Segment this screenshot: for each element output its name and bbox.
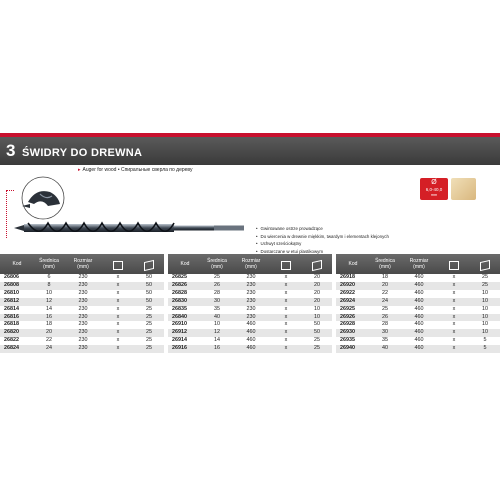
table-cell: x — [116, 321, 120, 328]
table-cell: 16 — [34, 314, 64, 322]
box-icon — [449, 261, 459, 270]
table-cell: 10 — [314, 305, 320, 312]
table-cell: 460 — [246, 321, 256, 328]
diameter-icon: Ø — [431, 179, 437, 186]
table-cell: x — [452, 337, 456, 344]
table-cell: x — [284, 289, 288, 296]
col-srednica: Średnica (mm) — [202, 254, 232, 274]
feature-item: • Dostarczane w etui plastikowym — [256, 248, 389, 256]
feature-list — [256, 225, 389, 255]
table-cell: 50 — [146, 274, 152, 280]
table-row — [168, 337, 332, 345]
table-cell: 24 — [34, 345, 64, 353]
table-cell: x — [116, 289, 120, 296]
table-cell: x — [438, 345, 470, 353]
table-cell: 22 — [382, 289, 388, 296]
table-cell: x — [438, 298, 470, 306]
table-row — [336, 337, 500, 345]
table-cell: 26816 — [0, 314, 34, 322]
table-cell: 35 — [382, 337, 388, 344]
table-cell: 460 — [400, 314, 438, 322]
table-cell: 25 — [214, 274, 220, 280]
carton-icon — [312, 259, 322, 270]
table-row — [336, 298, 500, 306]
box-icon — [281, 261, 291, 270]
table-cell: 26912 — [168, 329, 202, 337]
table-cell: 10 — [470, 298, 500, 306]
table-cell: 26818 — [4, 321, 19, 328]
col-carton — [134, 254, 164, 274]
table-cell: 26940 — [336, 345, 370, 353]
table-row — [0, 329, 164, 337]
table-cell: x — [284, 305, 288, 312]
table-row — [168, 306, 332, 314]
carton-icon — [144, 259, 154, 270]
carton-icon — [480, 259, 490, 270]
wood-material-icon — [451, 178, 476, 200]
table-cell: 10 — [470, 329, 500, 337]
table-row — [336, 274, 500, 282]
table-cell: x — [284, 337, 288, 344]
table-cell: x — [284, 274, 288, 280]
table-cell: 18 — [46, 321, 52, 328]
feature-item: • Uchwyt sześciokątny — [256, 240, 389, 248]
table-cell: 26822 — [4, 337, 19, 344]
table-cell: 26828 — [172, 289, 187, 296]
table-cell: x — [116, 274, 120, 280]
table-row — [168, 314, 332, 322]
table-cell: 230 — [64, 314, 102, 322]
table-cell: x — [102, 314, 134, 322]
table-cell: 230 — [232, 298, 270, 306]
table-cell: 26925 — [340, 305, 355, 312]
table-cell: 230 — [78, 337, 88, 344]
table-cell: 35 — [214, 305, 220, 312]
table-cell: 40 — [202, 314, 232, 322]
col-carton — [470, 254, 500, 274]
table-cell: 10 — [482, 321, 488, 328]
table-cell: 26810 — [4, 289, 19, 296]
table-cell: 460 — [414, 305, 424, 312]
subtitle-separator: • — [117, 167, 120, 173]
table-cell: 460 — [414, 289, 424, 296]
bullet-icon: ▸ — [78, 167, 81, 173]
table-cell: 25 — [146, 305, 152, 312]
table-cell: 25 — [314, 337, 320, 344]
table-row — [336, 321, 500, 329]
table-cell: 5 — [470, 345, 500, 353]
table-cell: 25 — [134, 314, 164, 322]
table-row — [0, 274, 164, 282]
table-cell: 20 — [314, 289, 320, 296]
table-row — [168, 282, 332, 290]
table-row — [168, 321, 332, 329]
col-pack — [270, 254, 302, 274]
table-cell: 18 — [382, 274, 388, 280]
table-cell: 28 — [382, 321, 388, 328]
table-cell: 230 — [64, 298, 102, 306]
table-cell: 8 — [34, 282, 64, 290]
col-kod: Kod — [168, 254, 202, 274]
table-cell: x — [452, 289, 456, 296]
table-row — [336, 282, 500, 290]
table-row — [0, 314, 164, 322]
table-cell: 22 — [46, 337, 52, 344]
table-cell: 26 — [202, 282, 232, 290]
table-cell: 14 — [214, 337, 220, 344]
table-row — [336, 329, 500, 337]
product-table-3 — [336, 254, 500, 353]
table-cell: 230 — [64, 345, 102, 353]
col-srednica: Średnica (mm) — [34, 254, 64, 274]
table-cell: 460 — [400, 329, 438, 337]
table-cell: x — [102, 298, 134, 306]
col-kod: Kod — [336, 254, 370, 274]
section-title: ŚWIDRY DO DREWNA — [22, 147, 143, 159]
table-cell: x — [284, 321, 288, 328]
table-cell: x — [270, 282, 302, 290]
table-row — [168, 274, 332, 282]
table-cell: 230 — [78, 289, 88, 296]
table-cell: 230 — [232, 282, 270, 290]
table-cell: 26926 — [336, 314, 370, 322]
table-row — [0, 337, 164, 345]
table-header-row — [0, 254, 164, 274]
table-cell: 26914 — [172, 337, 187, 344]
table-cell: 26916 — [168, 345, 202, 353]
table-cell: 40 — [370, 345, 400, 353]
table-cell: 230 — [246, 305, 256, 312]
table-cell: 26922 — [340, 289, 355, 296]
table-cell: x — [452, 321, 456, 328]
table-cell: 26840 — [168, 314, 202, 322]
table-row — [0, 306, 164, 314]
diameter-range-badge — [420, 178, 448, 200]
table-cell: 20 — [314, 274, 320, 280]
table-cell: 30 — [202, 298, 232, 306]
table-cell: 50 — [146, 289, 152, 296]
table-cell: x — [116, 305, 120, 312]
table-cell: 26806 — [4, 274, 19, 280]
table-cell: 26918 — [340, 274, 355, 280]
table-row — [0, 290, 164, 298]
col-rozmiar: Rozmiar (mm) — [64, 254, 102, 274]
table-cell: 30 — [370, 329, 400, 337]
table-cell: 460 — [400, 298, 438, 306]
table-cell: x — [452, 274, 456, 280]
table-cell: 26935 — [340, 337, 355, 344]
table-cell: 16 — [202, 345, 232, 353]
table-row — [336, 290, 500, 298]
subtitle-ru: Спиральные сверла по дереву — [120, 167, 193, 173]
table-cell: 50 — [302, 329, 332, 337]
table-cell: 230 — [232, 314, 270, 322]
table-cell: 6 — [47, 274, 51, 280]
table-header-row — [336, 254, 500, 274]
table-cell: x — [438, 329, 470, 337]
table-header-row — [168, 254, 332, 274]
table-cell: 26830 — [168, 298, 202, 306]
table-row — [168, 298, 332, 306]
table-cell: 20 — [302, 298, 332, 306]
table-cell: 26920 — [336, 282, 370, 290]
table-cell: x — [102, 345, 134, 353]
table-row — [168, 345, 332, 353]
table-cell: 460 — [400, 282, 438, 290]
table-cell: 20 — [302, 282, 332, 290]
table-cell: 12 — [202, 329, 232, 337]
table-cell: 24 — [370, 298, 400, 306]
table-cell: 26928 — [340, 321, 355, 328]
table-cell: 460 — [400, 345, 438, 353]
table-cell: 26812 — [0, 298, 34, 306]
table-cell: x — [270, 345, 302, 353]
feature-item: • Do wiercenia w drewnie miękkim, twardym i elementach klejonych — [256, 233, 389, 241]
table-cell: 26835 — [172, 305, 187, 312]
col-rozmiar: Rozmiar (mm) — [400, 254, 438, 274]
table-row — [336, 314, 500, 322]
table-cell: 50 — [134, 298, 164, 306]
table-cell: x — [438, 282, 470, 290]
table-cell: 230 — [78, 321, 88, 328]
table-cell: 230 — [64, 282, 102, 290]
table-cell: 10 — [46, 289, 52, 296]
table-cell: 10 — [482, 305, 488, 312]
section-number: 3 — [6, 141, 16, 160]
table-cell: 26820 — [0, 329, 34, 337]
table-cell: 10 — [302, 314, 332, 322]
col-rozmiar: Rozmiar (mm) — [232, 254, 270, 274]
table-cell: 460 — [414, 321, 424, 328]
table-cell: 25 — [382, 305, 388, 312]
table-cell: 26826 — [168, 282, 202, 290]
table-cell: 50 — [314, 321, 320, 328]
subtitle-en: Auger for wood — [82, 167, 117, 173]
table-cell: 20 — [34, 329, 64, 337]
table-cell: 10 — [214, 321, 220, 328]
col-pack — [102, 254, 134, 274]
table-cell: 26814 — [4, 305, 19, 312]
table-cell: 460 — [246, 337, 256, 344]
table-cell: 230 — [246, 274, 256, 280]
table-cell: 20 — [370, 282, 400, 290]
col-pack — [438, 254, 470, 274]
table-cell: x — [102, 282, 134, 290]
diameter-unit: mm — [430, 193, 438, 197]
col-carton — [302, 254, 332, 274]
table-cell: 10 — [482, 289, 488, 296]
table-cell: x — [438, 314, 470, 322]
table-row — [336, 306, 500, 314]
table-cell: x — [270, 298, 302, 306]
table-cell: 26910 — [172, 321, 187, 328]
table-cell: 12 — [34, 298, 64, 306]
table-cell: 26825 — [172, 274, 187, 280]
table-row — [0, 345, 164, 353]
table-cell: 25 — [470, 282, 500, 290]
table-cell: 28 — [214, 289, 220, 296]
table-cell: 25 — [482, 274, 488, 280]
table-row — [0, 298, 164, 306]
table-cell: 26924 — [336, 298, 370, 306]
table-cell: 5 — [483, 337, 487, 344]
col-srednica: Średnica (mm) — [370, 254, 400, 274]
box-icon — [113, 261, 123, 270]
table-cell: x — [102, 329, 134, 337]
table-cell: 25 — [146, 321, 152, 328]
table-cell: x — [452, 305, 456, 312]
table-row — [168, 290, 332, 298]
table-cell: x — [270, 314, 302, 322]
table-cell: x — [116, 337, 120, 344]
table-cell: 25 — [146, 337, 152, 344]
table-cell: 26808 — [0, 282, 34, 290]
table-row — [168, 329, 332, 337]
table-row — [0, 321, 164, 329]
table-cell: 50 — [134, 282, 164, 290]
table-row — [0, 282, 164, 290]
table-cell: 25 — [302, 345, 332, 353]
table-cell: x — [270, 329, 302, 337]
table-cell: 230 — [64, 329, 102, 337]
table-cell: 25 — [134, 345, 164, 353]
feature-item: • Gwintowane ostrze prowadzące — [256, 225, 389, 233]
table-cell: 230 — [78, 274, 88, 280]
col-kod: Kod — [0, 254, 34, 274]
table-cell: 10 — [470, 314, 500, 322]
table-cell: 460 — [232, 329, 270, 337]
table-cell: 460 — [232, 345, 270, 353]
table-cell: 25 — [134, 329, 164, 337]
table-cell: 460 — [414, 337, 424, 344]
table-cell: 460 — [414, 274, 424, 280]
table-cell: 26930 — [336, 329, 370, 337]
table-cell: 26824 — [0, 345, 34, 353]
table-row — [336, 345, 500, 353]
diameter-range: 6,0-40,0 — [425, 187, 443, 192]
table-cell: 230 — [78, 305, 88, 312]
table-cell: 230 — [246, 289, 256, 296]
auger-drill-image — [0, 170, 260, 245]
product-table-2 — [168, 254, 332, 353]
table-cell: 14 — [46, 305, 52, 312]
product-table-1 — [0, 254, 164, 353]
table-cell: 26 — [370, 314, 400, 322]
